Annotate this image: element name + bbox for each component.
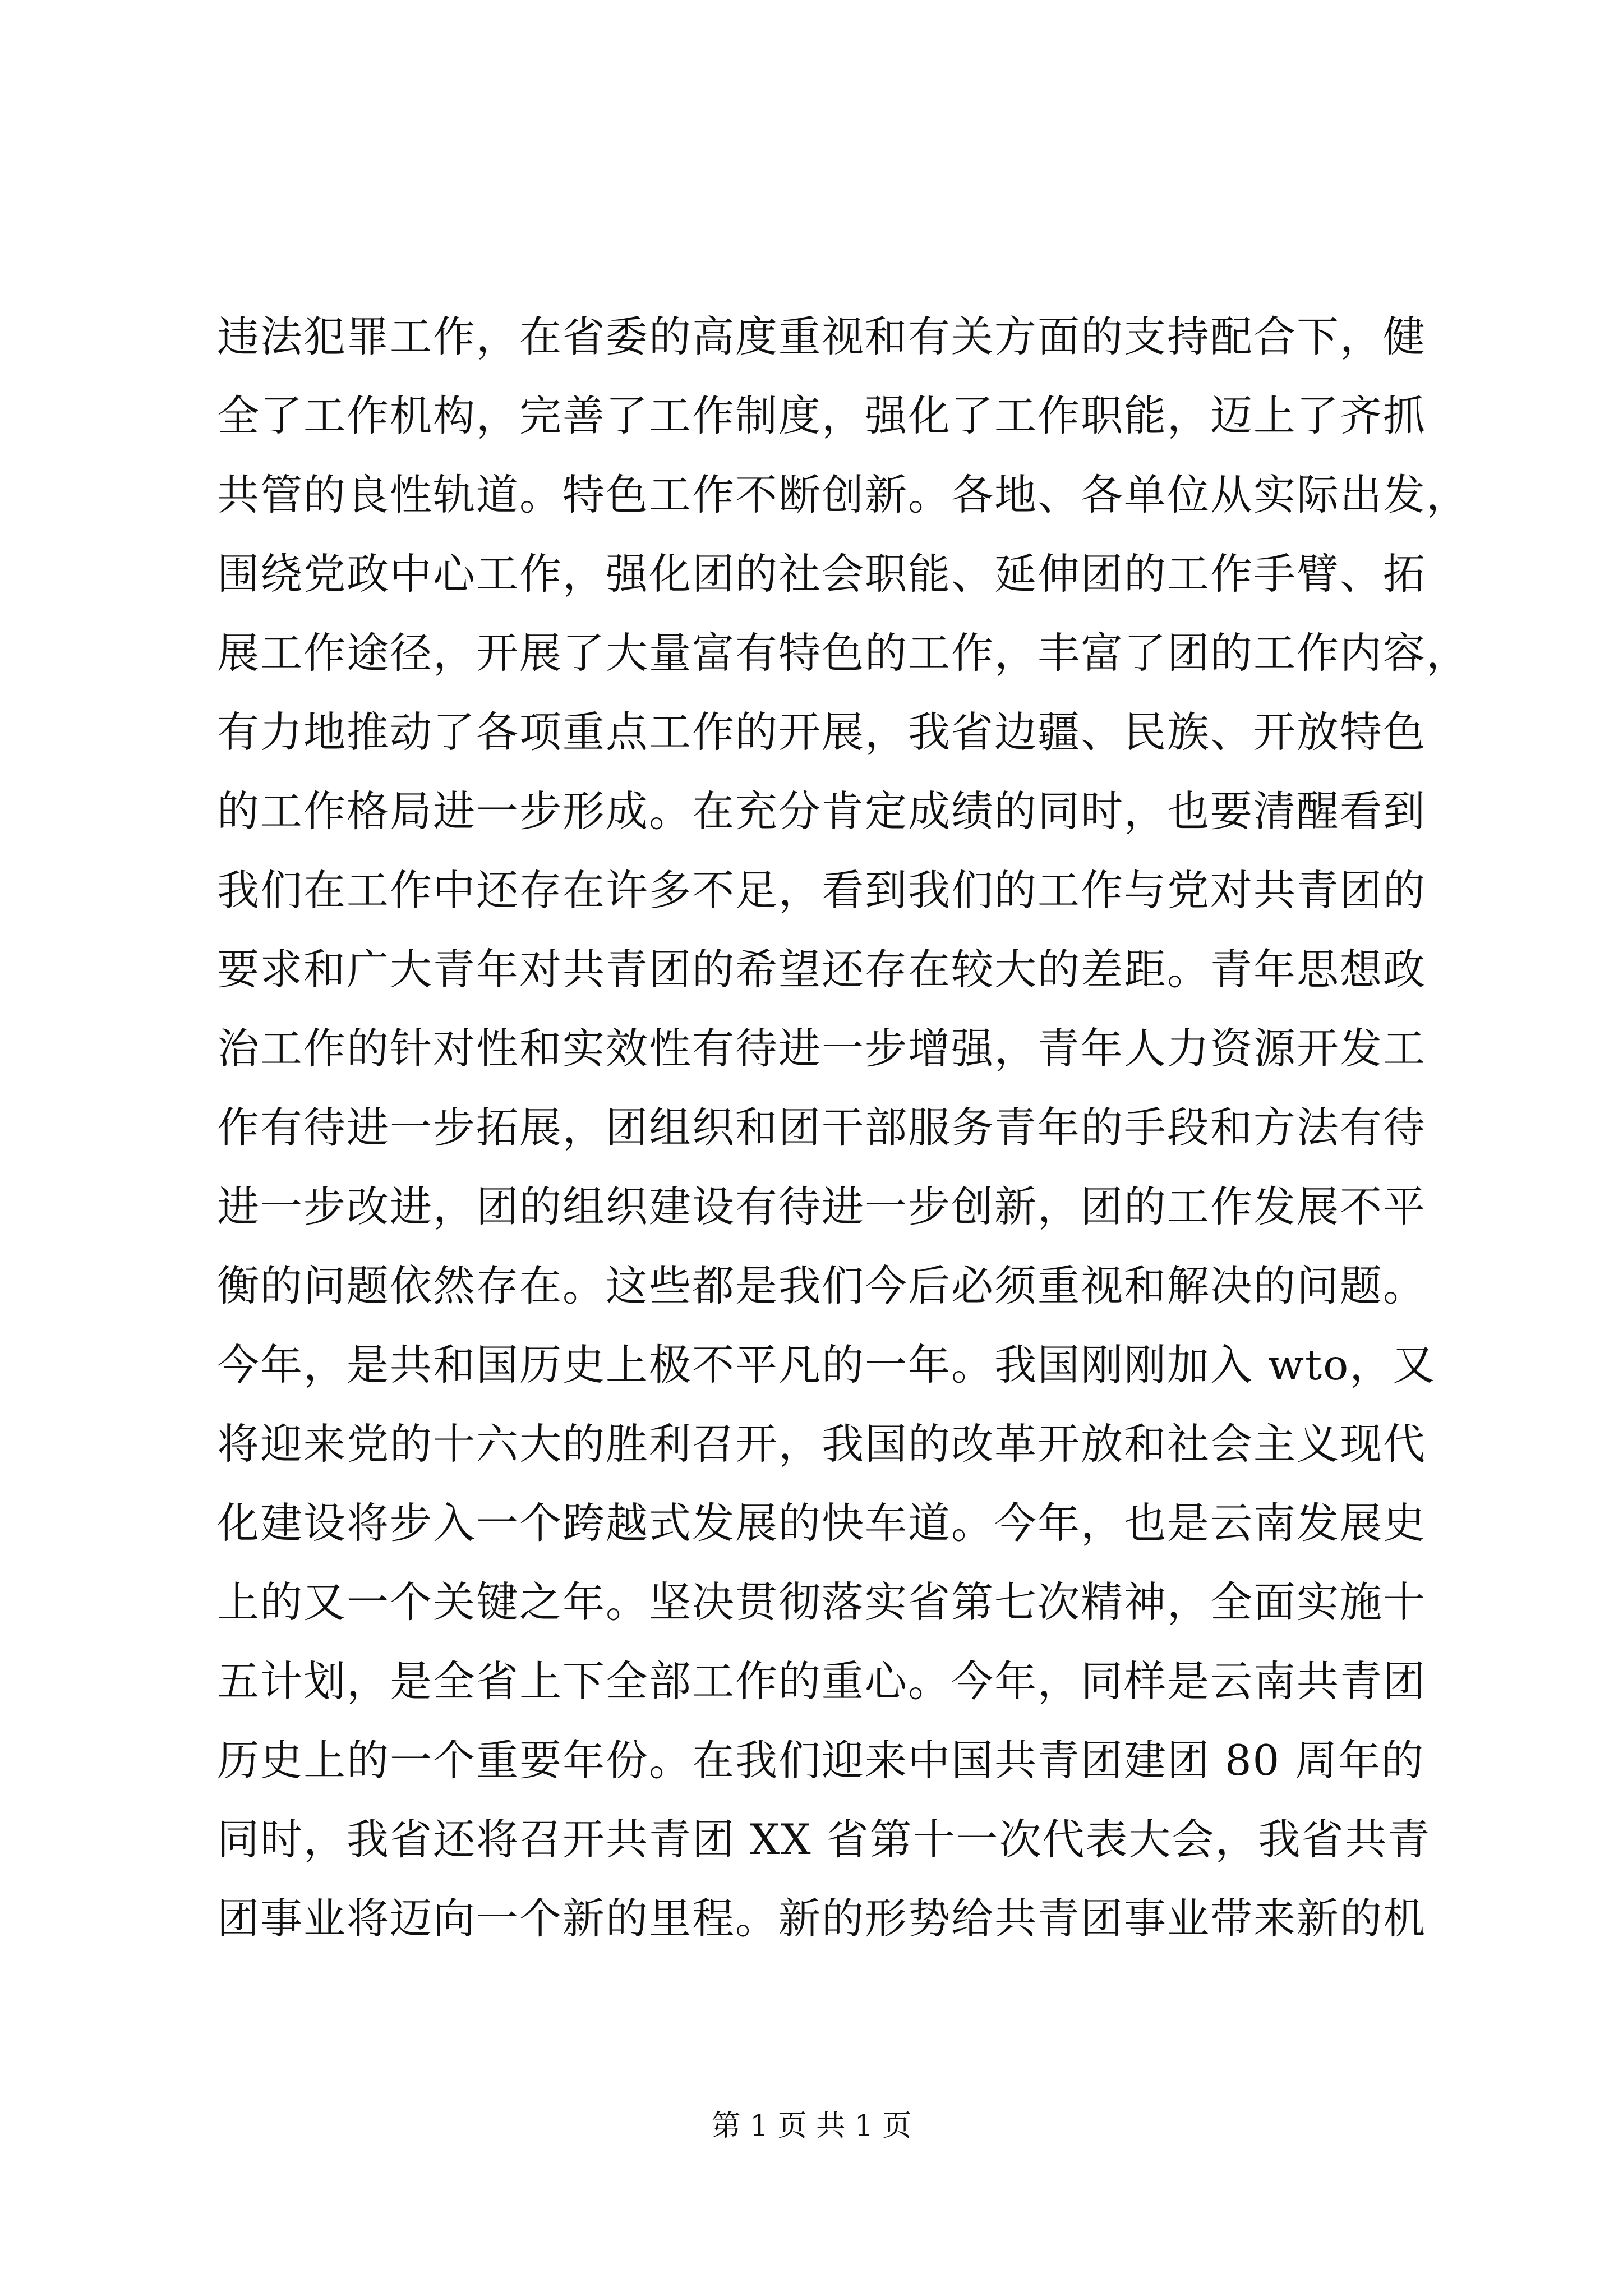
text-line: 五计划，是全省上下全部工作的重心。今年，同样是云南共青团 xyxy=(217,1657,1427,1706)
text-line: 共管的良性轨道。特色工作不断创新。各地、各单位从实际出发， xyxy=(217,470,1470,519)
text-line: 治工作的针对性和实效性有待进一步增强，青年人力资源开发工 xyxy=(217,1024,1427,1073)
text-line: 同时，我省还将召开共青团 XX 省第十一次代表大会，我省共青 xyxy=(217,1815,1431,1864)
text-line: 我们在工作中还存在许多不足，看到我们的工作与党对共青团的 xyxy=(217,866,1427,915)
text-line: 今年，是共和国历史上极不平凡的一年。我国刚刚加入 wto，又 xyxy=(217,1340,1436,1389)
text-line: 违法犯罪工作，在省委的高度重视和有关方面的支持配合下，健 xyxy=(217,312,1427,361)
text-line: 衡的问题依然存在。这些都是我们今后必须重视和解决的问题。 xyxy=(217,1261,1427,1310)
text-line: 全了工作机构，完善了工作制度，强化了工作职能，迈上了齐抓 xyxy=(217,391,1427,440)
text-line: 的工作格局进一步形成。在充分肯定成绩的同时，也要清醒看到 xyxy=(217,786,1427,836)
text-line: 有力地推动了各项重点工作的开展，我省边疆、民族、开放特色 xyxy=(217,707,1427,757)
text-line: 团事业将迈向一个新的里程。新的形势给共青团事业带来新的机 xyxy=(217,1894,1427,1943)
text-line: 化建设将步入一个跨越式发展的快车道。今年，也是云南发展史 xyxy=(217,1498,1427,1548)
text-line: 进一步改进，团的组织建设有待进一步创新，团的工作发展不平 xyxy=(217,1182,1427,1231)
text-line: 将迎来党的十六大的胜利召开，我国的改革开放和社会主义现代 xyxy=(217,1419,1427,1469)
page-number-footer: 第 1 页 共 1 页 xyxy=(711,2109,912,2143)
body-text xyxy=(217,297,1470,1958)
text-line: 展工作途径，开展了大量富有特色的工作，丰富了团的工作内容， xyxy=(217,628,1470,678)
text-line: 历史上的一个重要年份。在我们迎来中国共青团建团 80 周年的 xyxy=(217,1736,1425,1785)
text-line: 作有待进一步拓展，团组织和团干部服务青年的手段和方法有待 xyxy=(217,1103,1427,1152)
text-line: 要求和广大青年对共青团的希望还存在较大的差距。青年思想政 xyxy=(217,945,1427,994)
text-line: 上的又一个关键之年。坚决贯彻落实省第七次精神，全面实施十 xyxy=(217,1577,1427,1627)
text-line: 围绕党政中心工作，强化团的社会职能、延伸团的工作手臂、拓 xyxy=(217,549,1427,599)
